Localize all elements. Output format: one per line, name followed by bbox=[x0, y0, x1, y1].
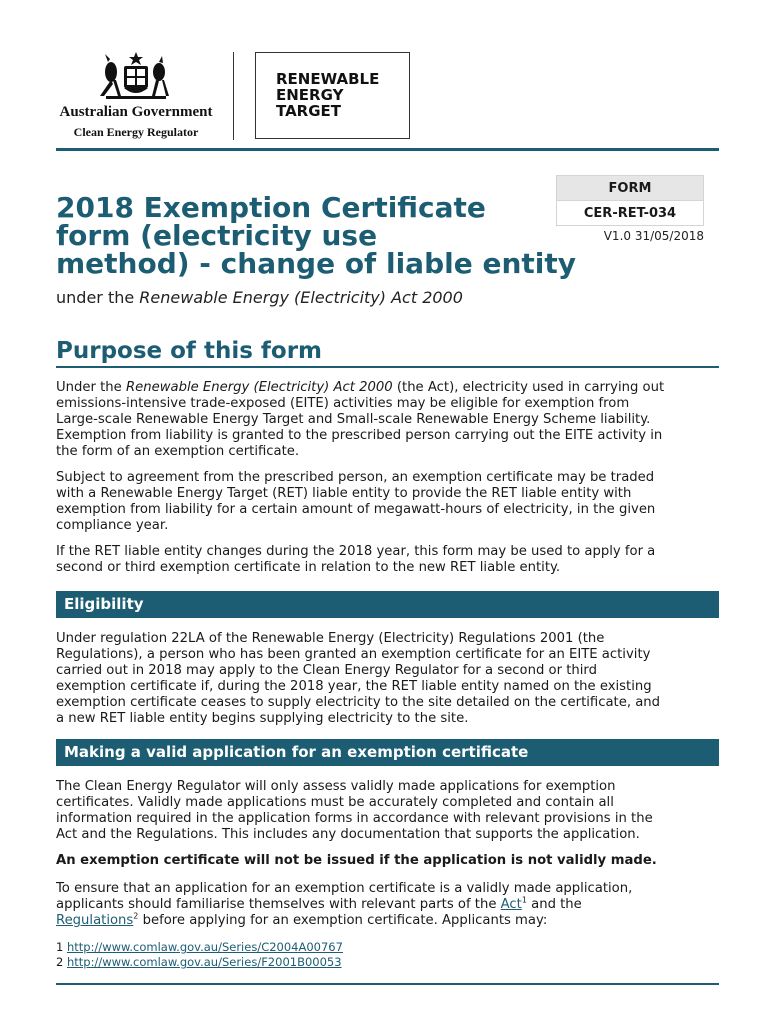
regulations-link[interactable]: Regulations bbox=[56, 913, 134, 928]
title-line: 2018 Exemption Certificate bbox=[56, 191, 486, 224]
text-line: Under regulation 22LA of the Renewable Energy (Electricity) Regulations 2001 (the bbox=[56, 631, 605, 646]
act-name: Renewable Energy (Electricity) Act 2000 bbox=[125, 380, 393, 395]
valid-application-heading: Making a valid application for an exemption certificate bbox=[56, 739, 719, 766]
footnote-item bbox=[56, 940, 343, 955]
valid-application-paragraph bbox=[56, 779, 722, 843]
purpose-paragraph-1 bbox=[56, 380, 722, 460]
text-line: the form of an exemption certificate. bbox=[56, 444, 300, 459]
text-line: If the RET liable entity changes during the 2018 year, this form may be used to apply for a bbox=[56, 544, 656, 559]
text-line: carried out in 2018 may apply to the Clean Energy Regulator for a second or third bbox=[56, 663, 597, 678]
text-run: Under the bbox=[56, 380, 126, 395]
ret-logo-line: TARGET bbox=[276, 102, 342, 120]
text-run: applicants should familiarise themselves with relevant parts of the bbox=[56, 897, 501, 912]
government-name: Australian Government bbox=[59, 104, 213, 120]
text-line: Large-scale Renewable Energy Target and Small-scale Renewable Energy Scheme liability. bbox=[56, 412, 651, 427]
footnote-ref: 2 bbox=[133, 911, 139, 921]
agency-name: Clean Energy Regulator bbox=[73, 125, 199, 139]
subtitle-prefix: under the bbox=[56, 288, 140, 307]
footer-rule bbox=[56, 983, 719, 985]
eligibility-heading: Eligibility bbox=[56, 591, 719, 618]
text-line: with a Renewable Energy Target (RET) liable entity to provide the RET liable entity with bbox=[56, 486, 632, 501]
footnotes bbox=[56, 940, 343, 970]
text-line: exemption certificate if, during the 2018 year, the RET liable entity named on the existing bbox=[56, 679, 652, 694]
act-link[interactable]: Act bbox=[500, 897, 522, 912]
page-title bbox=[56, 191, 616, 280]
title-line: method) - change of liable entity bbox=[56, 247, 576, 280]
purpose-paragraph-3 bbox=[56, 544, 722, 576]
eligibility-paragraph bbox=[56, 631, 722, 727]
title-line: form (electricity use bbox=[56, 219, 378, 252]
text-line: exemption certificate ceases to supply electricity to the site detailed on the certificate, and bbox=[56, 695, 661, 710]
text-line: The Clean Energy Regulator will only assess validly made applications for exemption bbox=[56, 779, 616, 794]
text-run: (the Act), electricity used in carrying out bbox=[392, 380, 665, 395]
text-line: second or third exemption certificate in relation to the new RET liable entity. bbox=[56, 560, 561, 575]
text-line: To ensure that an application for an exemption certificate is a validly made application, bbox=[56, 881, 633, 896]
purpose-paragraph-2 bbox=[56, 470, 722, 534]
footnote-link-act[interactable]: http://www.comlaw.gov.au/Series/C2004A00767 bbox=[66, 940, 343, 954]
header-divider bbox=[233, 52, 234, 140]
ret-logo-box bbox=[255, 52, 410, 139]
text-line: a new RET liable entity begins supplying electricity to the site. bbox=[56, 711, 469, 726]
validity-warning: An exemption certificate will not be issued if the application is not validly made. bbox=[56, 853, 657, 868]
footnote-number: 1 bbox=[56, 940, 64, 954]
text-run: and the bbox=[526, 897, 582, 912]
ret-logo-line: ENERGY bbox=[276, 86, 344, 104]
text-run: before applying for an exemption certificate. Applicants may: bbox=[138, 913, 548, 928]
text-line: exemption from liability for a certain amount of megawatt-hours of electricity, in the given bbox=[56, 502, 656, 517]
form-code: CER-RET-034 bbox=[556, 201, 704, 226]
purpose-heading: Purpose of this form bbox=[56, 338, 323, 364]
text-line: Regulations), a person who has been granted an exemption certificate for an EITE activity bbox=[56, 647, 651, 662]
text-line: Act and the Regulations. This includes any documentation that supports the application. bbox=[56, 827, 640, 842]
text-line: compliance year. bbox=[56, 518, 169, 533]
subtitle-act: Renewable Energy (Electricity) Act 2000 bbox=[139, 288, 463, 307]
text-line: emissions-intensive trade-exposed (EITE) activities may be eligible for exemption from bbox=[56, 396, 630, 411]
government-logo bbox=[56, 50, 216, 142]
ensure-paragraph bbox=[56, 881, 722, 929]
form-label: FORM bbox=[556, 175, 704, 201]
ret-logo-text bbox=[276, 71, 379, 119]
text-line: certificates. Validly made applications must be accurately completed and contain all bbox=[56, 795, 614, 810]
footnote-link-regulations[interactable]: http://www.comlaw.gov.au/Series/F2001B00053 bbox=[66, 955, 342, 969]
footnote-item bbox=[56, 955, 343, 970]
header-rule bbox=[56, 148, 719, 151]
footnote-ref: 1 bbox=[521, 895, 527, 905]
form-version: V1.0 31/05/2018 bbox=[603, 229, 704, 243]
coat-of-arms-icon bbox=[96, 50, 176, 102]
ret-logo-line: RENEWABLE bbox=[276, 70, 380, 88]
purpose-rule bbox=[56, 366, 719, 368]
text-line: Subject to agreement from the prescribed person, an exemption certificate may be traded bbox=[56, 470, 655, 485]
footnote-number: 2 bbox=[56, 955, 64, 969]
text-line: Exemption from liability is granted to the prescribed person carrying out the EITE activity in bbox=[56, 428, 663, 443]
text-line: information required in the application forms in accordance with relevant provisions in the bbox=[56, 811, 653, 826]
page-subtitle bbox=[56, 288, 463, 307]
